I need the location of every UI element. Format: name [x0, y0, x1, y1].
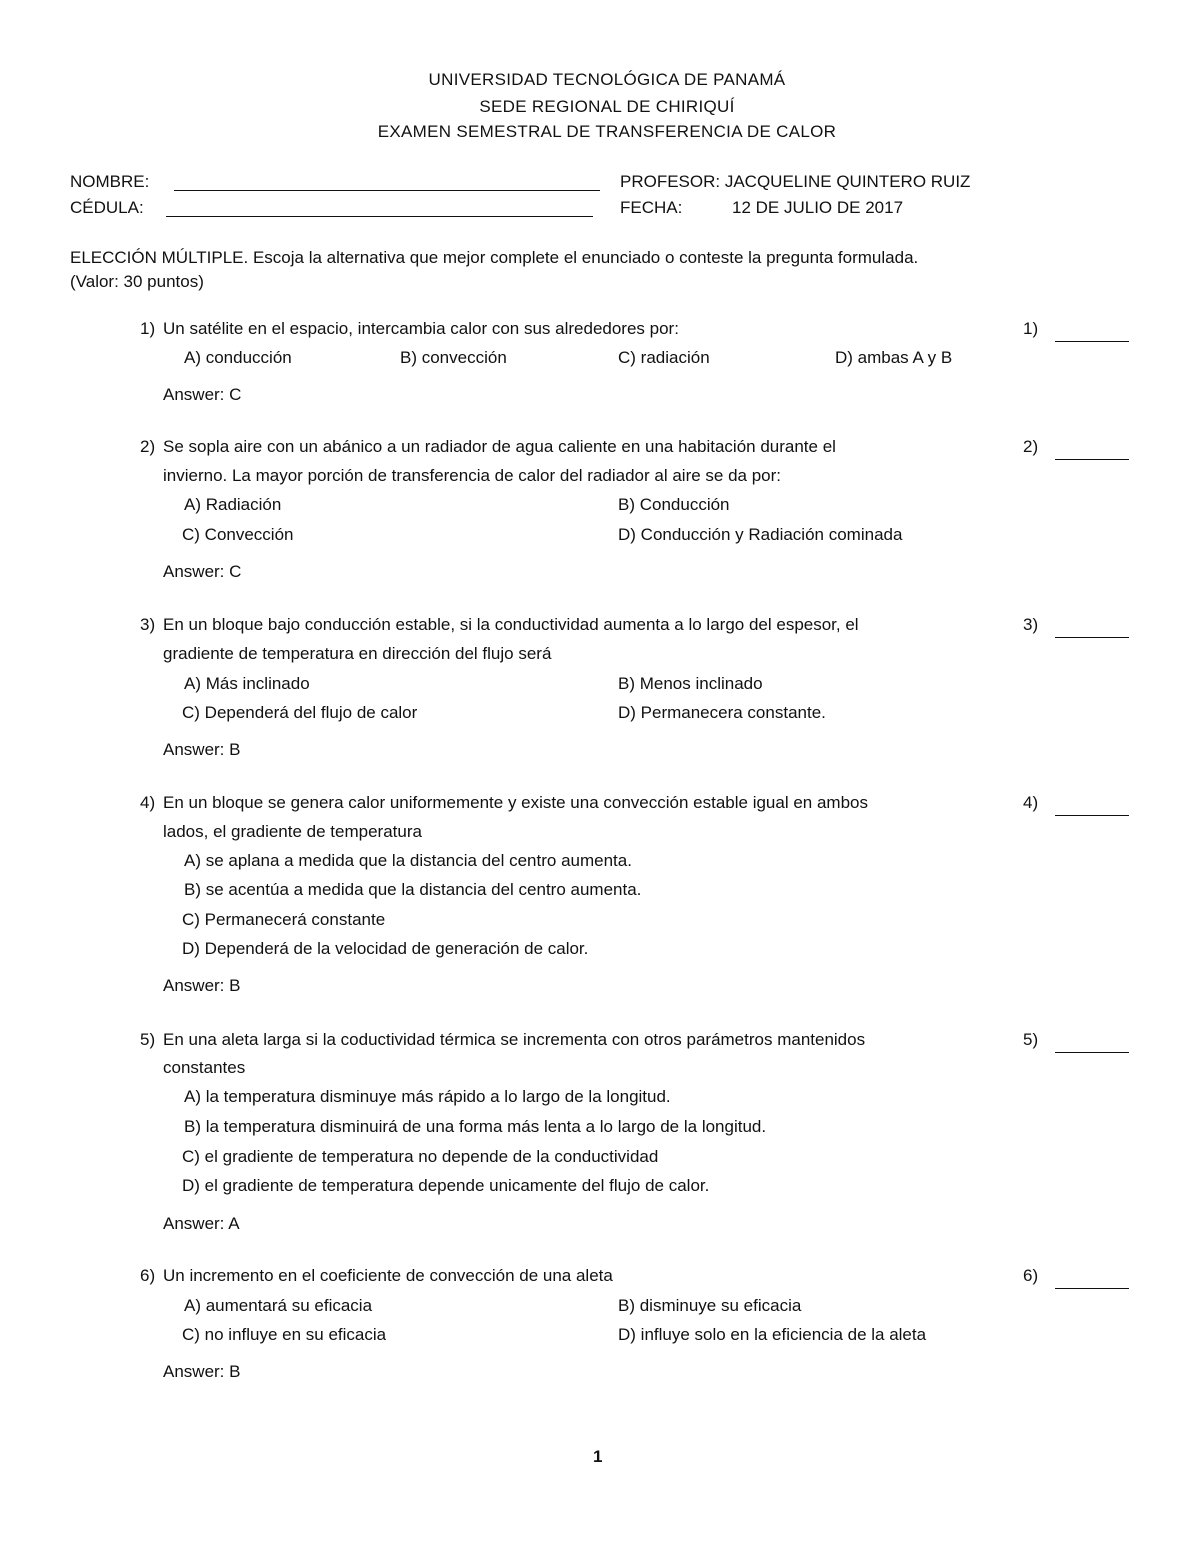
question-text-cont: lados, el gradiente de temperatura: [163, 822, 422, 841]
option-d: D) Dependerá de la velocidad de generación de calor.: [182, 939, 589, 958]
option-c: C) Convección: [182, 525, 294, 544]
answer-number: 2): [1023, 437, 1039, 456]
cedula-blank[interactable]: [166, 216, 593, 217]
campus-name: SEDE REGIONAL DE CHIRIQUÍ: [479, 97, 735, 116]
answer-text: Answer: B: [163, 976, 241, 995]
option-a: A) conducción: [184, 348, 292, 367]
question-number: 3): [140, 615, 156, 634]
answer-blank[interactable]: [1055, 341, 1129, 342]
option-a: A) se aplana a medida que la distancia del centro aumenta.: [184, 851, 632, 870]
exam-title: EXAMEN SEMESTRAL DE TRANSFERENCIA DE CALOR: [377, 122, 837, 141]
option-b: B) Menos inclinado: [618, 674, 763, 693]
fecha-value: 12 DE JULIO DE 2017: [732, 198, 904, 217]
option-c: C) el gradiente de temperatura no depende de la conductividad: [182, 1147, 659, 1166]
nombre-blank[interactable]: [174, 190, 600, 191]
answer-text: Answer: A: [163, 1214, 240, 1233]
question-number: 6): [140, 1266, 156, 1285]
option-b: B) se acentúa a medida que la distancia del centro aumenta.: [184, 880, 642, 899]
option-b: B) la temperatura disminuirá de una forma más lenta a lo largo de la longitud.: [184, 1117, 767, 1136]
question-text: En una aleta larga si la coductividad térmica se incrementa con otros parámetros mantenidos: [163, 1030, 866, 1049]
answer-number: 3): [1023, 615, 1039, 634]
question-text: En un bloque bajo conducción estable, si la conductividad aumenta a lo largo del espesor, el: [163, 615, 859, 634]
question-number: 1): [140, 319, 156, 338]
answer-number: 1): [1023, 319, 1039, 338]
option-d: D) Conducción y Radiación cominada: [618, 525, 903, 544]
answer-number: 4): [1023, 793, 1039, 812]
option-d: D) Permanecera constante.: [618, 703, 826, 722]
profesor-label: PROFESOR: JACQUELINE QUINTERO RUIZ: [620, 172, 971, 191]
option-c: C) no influye en su eficacia: [182, 1325, 387, 1344]
question-number: 5): [140, 1030, 156, 1049]
question-text: En un bloque se genera calor uniformemente y existe una convección estable igual en ambos: [163, 793, 868, 812]
option-c: C) Permanecerá constante: [182, 910, 386, 929]
instructions-value: (Valor: 30 puntos): [70, 272, 204, 291]
option-d: D) influye solo en la eficiencia de la aleta: [618, 1325, 927, 1344]
option-c: C) radiación: [618, 348, 710, 367]
instructions-line: ELECCIÓN MÚLTIPLE. Escoja la alternativa que mejor complete el enunciado o conteste la pregunta formulada.: [70, 248, 919, 267]
option-a: A) la temperatura disminuye más rápido a lo largo de la longitud.: [184, 1087, 671, 1106]
question-number: 2): [140, 437, 156, 456]
option-b: B) disminuye su eficacia: [618, 1296, 802, 1315]
answer-blank[interactable]: [1055, 1288, 1129, 1289]
nombre-label: NOMBRE:: [70, 172, 150, 191]
option-b: B) Conducción: [618, 495, 730, 514]
option-a: A) Radiación: [184, 495, 282, 514]
option-d: D) el gradiente de temperatura depende unicamente del flujo de calor.: [182, 1176, 710, 1195]
option-a: A) aumentará su eficacia: [184, 1296, 373, 1315]
answer-blank[interactable]: [1055, 1052, 1129, 1053]
option-b: B) convección: [400, 348, 507, 367]
answer-text: Answer: C: [163, 385, 242, 404]
option-d: D) ambas A y B: [835, 348, 953, 367]
question-text-cont: invierno. La mayor porción de transferencia de calor del radiador al aire se da por:: [163, 466, 782, 485]
answer-text: Answer: C: [163, 562, 242, 581]
question-text: Se sopla aire con un abánico a un radiador de agua caliente en una habitación durante el: [163, 437, 836, 456]
answer-blank[interactable]: [1055, 459, 1129, 460]
answer-blank[interactable]: [1055, 815, 1129, 816]
answer-number: 5): [1023, 1030, 1039, 1049]
option-c: C) Dependerá del flujo de calor: [182, 703, 418, 722]
university-name: UNIVERSIDAD TECNOLÓGICA DE PANAMÁ: [428, 70, 786, 89]
option-a: A) Más inclinado: [184, 674, 310, 693]
question-text: Un incremento en el coeficiente de convección de una aleta: [163, 1266, 613, 1285]
page-number: 1: [593, 1447, 603, 1466]
fecha-label: FECHA:: [620, 198, 683, 217]
question-text-cont: gradiente de temperatura en dirección del flujo será: [163, 644, 552, 663]
cedula-label: CÉDULA:: [70, 198, 144, 217]
question-text-cont: constantes: [163, 1058, 246, 1077]
answer-blank[interactable]: [1055, 637, 1129, 638]
question-number: 4): [140, 793, 156, 812]
answer-number: 6): [1023, 1266, 1039, 1285]
question-text: Un satélite en el espacio, intercambia calor con sus alrededores por:: [163, 319, 679, 338]
answer-text: Answer: B: [163, 1362, 241, 1381]
answer-text: Answer: B: [163, 740, 241, 759]
